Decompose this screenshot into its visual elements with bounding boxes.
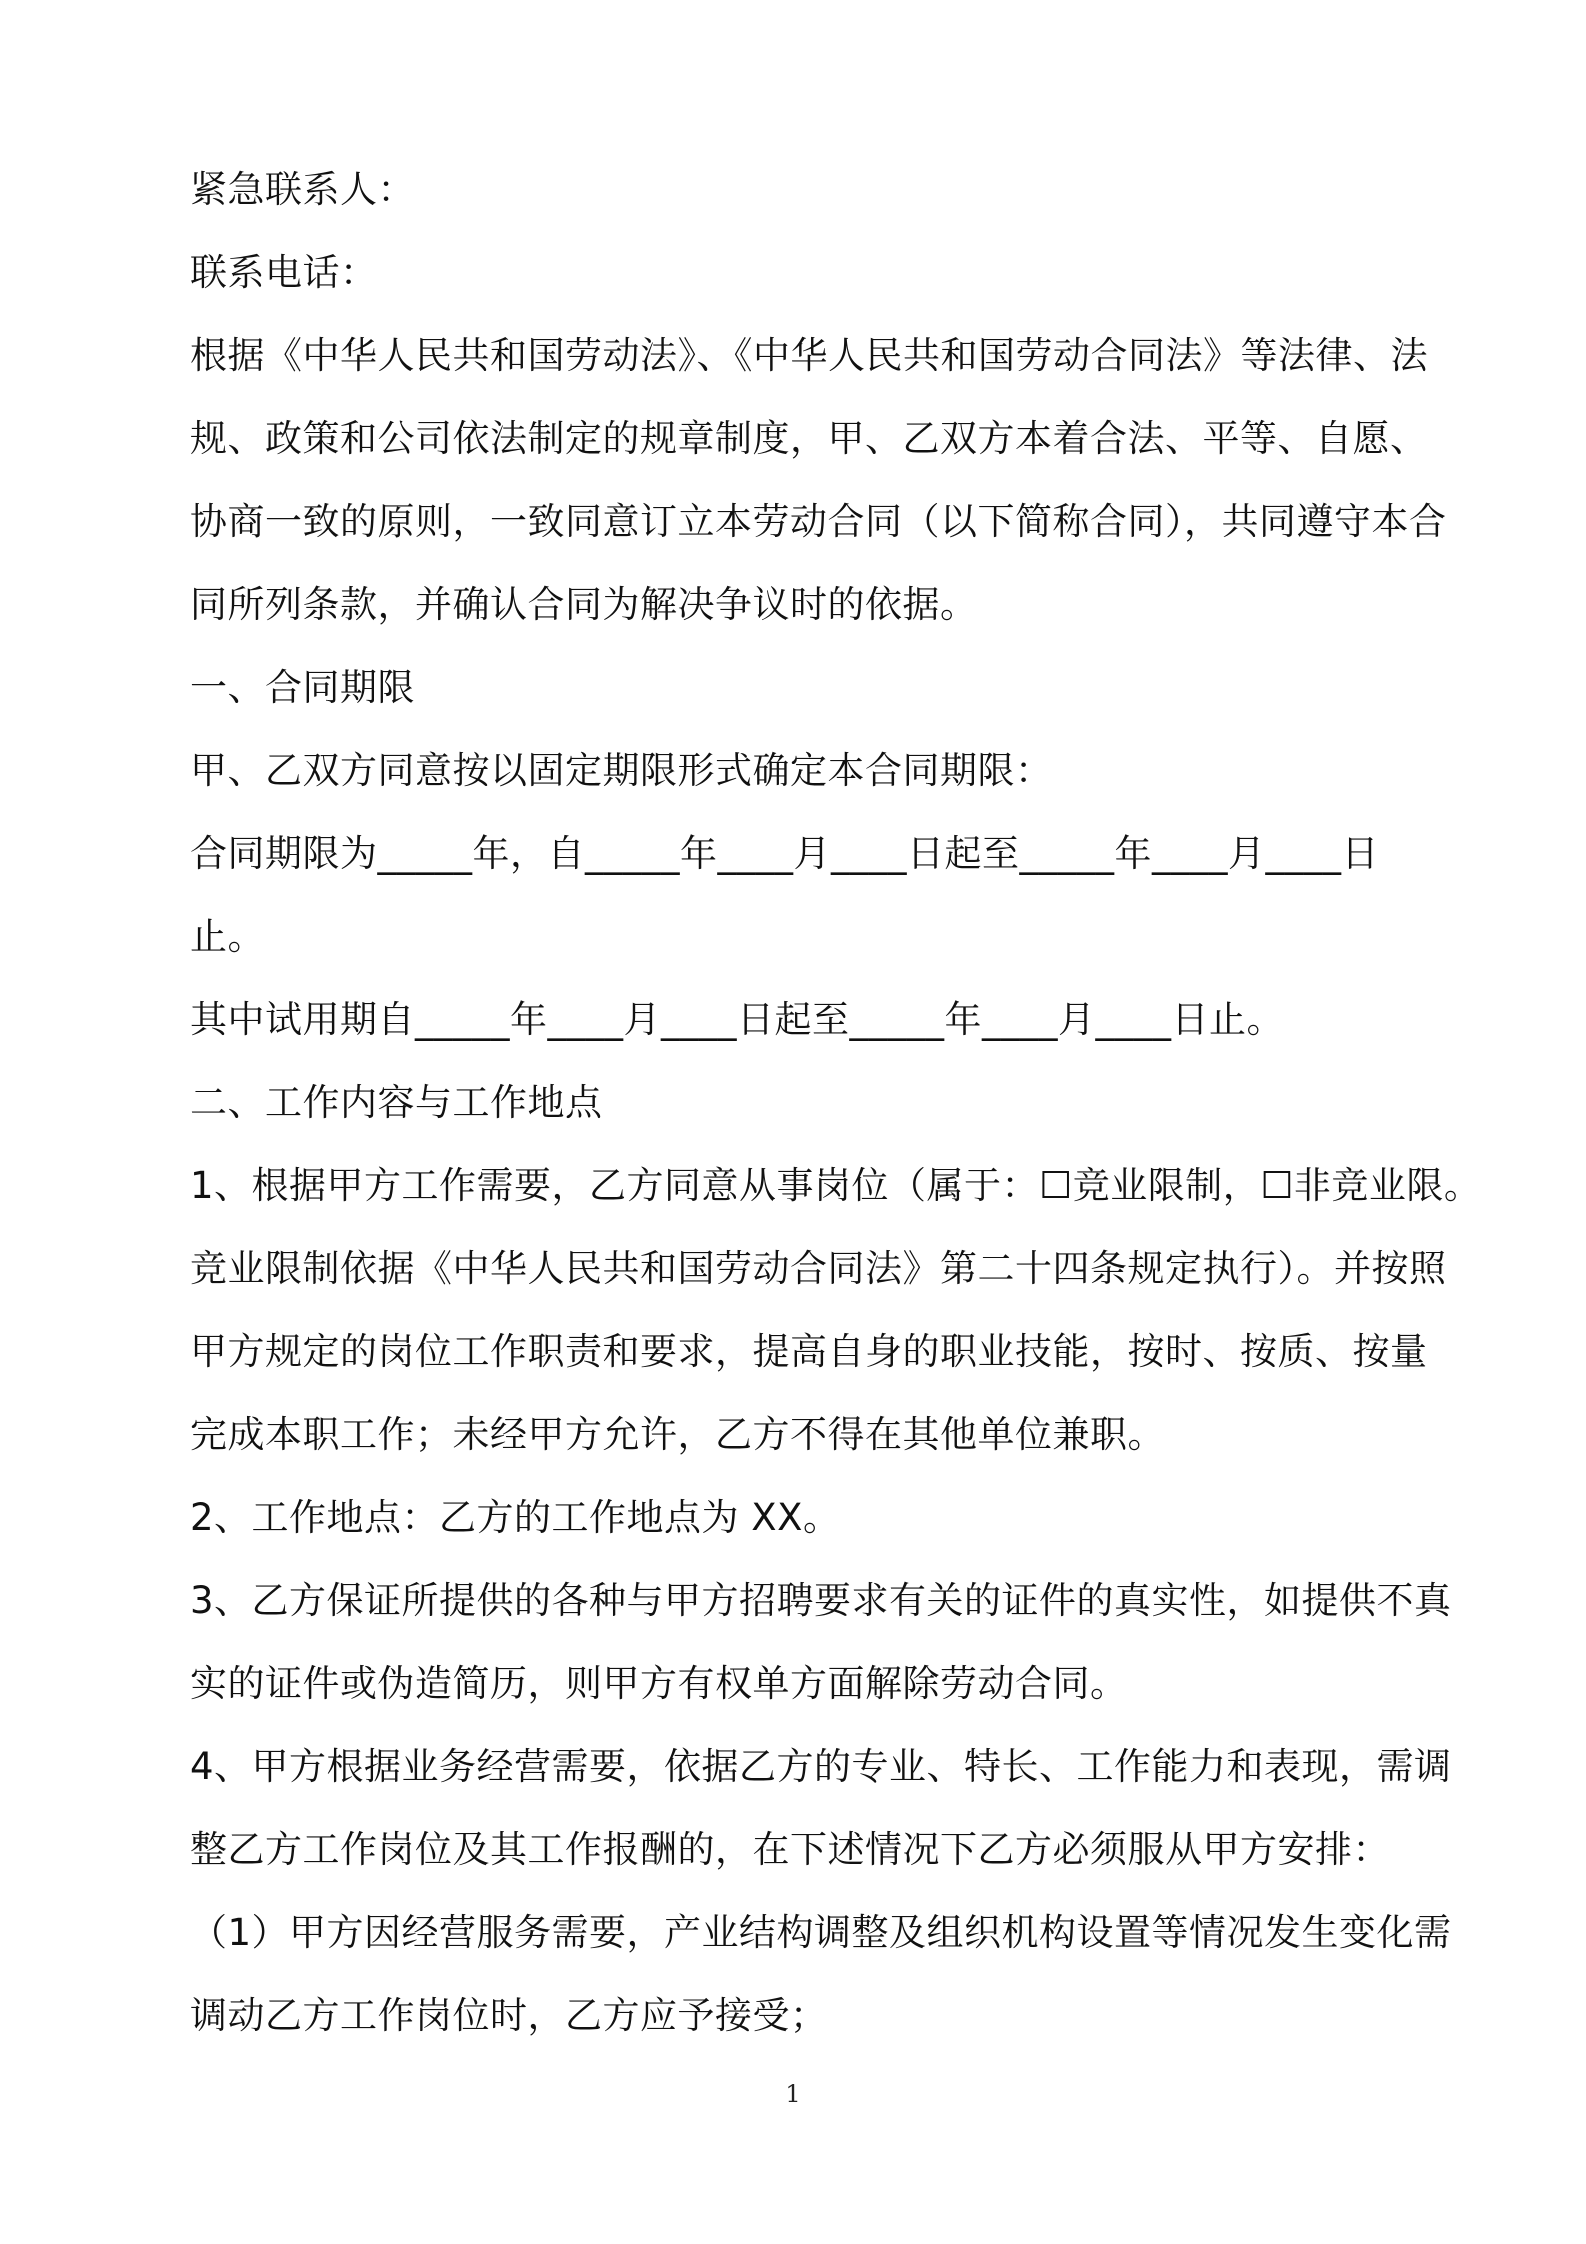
clause-1-line-2: 竞业限制依据《中华人民共和国劳动合同法》第二十四条规定执行）。并按照 [190, 1247, 1447, 1290]
sub-clause-1-line-1: （1）甲方因经营服务需要，产业结构调整及组织机构设置等情况发生变化需 [190, 1911, 1452, 1954]
emergency-contact-line: 紧急联系人： [190, 168, 415, 211]
clause-3-line-2: 实的证件或伪造简历，则甲方有权单方面解除劳动合同。 [190, 1662, 1128, 1705]
clause-4-line-1: 4、甲方根据业务经营需要，依据乙方的专业、特长、工作能力和表现，需调 [190, 1745, 1452, 1788]
clause-4-line-2: 整乙方工作岗位及其工作报酬的，在下述情况下乙方必须服从甲方安排： [190, 1828, 1390, 1871]
clause-1-line-4: 完成本职工作；未经甲方允许，乙方不得在其他单位兼职。 [190, 1413, 1165, 1456]
preamble-line-4: 同所列条款，并确认合同为解决争议时的依据。 [190, 583, 978, 626]
section-heading-contract-term: 一、合同期限 [190, 666, 415, 709]
term-intro-line: 甲、乙双方同意按以固定期限形式确定本合同期限： [190, 749, 1053, 792]
clause-2-line: 2、工作地点：乙方的工作地点为 XX。 [190, 1496, 841, 1539]
term-period-line-1: 合同期限为_____年，自_____年____月____日起至_____年____月____日 [190, 832, 1379, 875]
preamble-line-2: 规、政策和公司依法制定的规章制度，甲、乙双方本着合法、平等、自愿、 [190, 417, 1428, 460]
clause-3-line-1: 3、乙方保证所提供的各种与甲方招聘要求有关的证件的真实性，如提供不真 [190, 1579, 1452, 1622]
section-heading-work-content: 二、工作内容与工作地点 [190, 1081, 603, 1124]
probation-line: 其中试用期自_____年____月____日起至_____年____月____日止。 [190, 998, 1284, 1041]
sub-clause-1-line-2: 调动乙方工作岗位时，乙方应予接受； [190, 1994, 828, 2037]
clause-1-line-3: 甲方规定的岗位工作职责和要求，提高自身的职业技能，按时、按质、按量 [190, 1330, 1428, 1373]
preamble-line-3: 协商一致的原则，一致同意订立本劳动合同（以下简称合同），共同遵守本合 [190, 500, 1447, 543]
term-period-line-2: 止。 [190, 915, 265, 958]
clause-1-line-1: 1、根据甲方工作需要，乙方同意从事岗位（属于：☐竞业限制，☐非竞业限。 [190, 1164, 1482, 1207]
contact-phone-line: 联系电话： [190, 251, 378, 294]
page-number: 1 [785, 2080, 801, 2108]
preamble-line-1: 根据《中华人民共和国劳动法》、《中华人民共和国劳动合同法》等法律、法 [190, 334, 1428, 377]
document-body [190, 148, 1482, 2057]
